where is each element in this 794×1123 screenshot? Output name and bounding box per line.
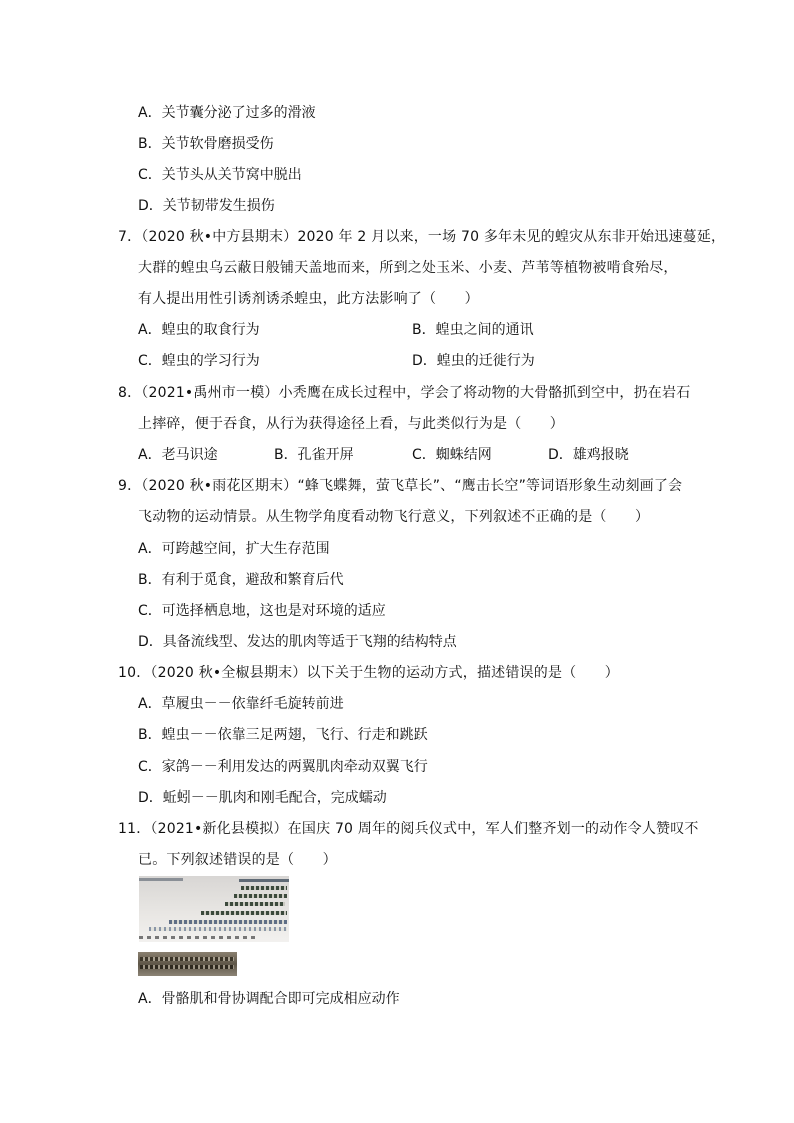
q10-option-c: C．家鸽－－利用发达的两翼肌肉牵动双翼飞行 [138, 759, 428, 775]
q8-stem-line-2: 上摔碎，便于吞食，从行为获得途径上看，与此类似行为是（ ） [138, 416, 564, 432]
parade-photo-top [139, 876, 289, 942]
parade-photo-band [239, 879, 289, 882]
q8-option-a: A．老马识途 [138, 447, 218, 463]
q9-option-a: A．可跨越空间，扩大生存范围 [138, 541, 330, 557]
parade-photo-soldiers [140, 965, 234, 969]
q11-stem-line-1: 11．（2021•新化县模拟）在国庆 70 周年的阅兵仪式中，军人们整齐划一的动作令人赞叹不 [118, 821, 699, 837]
q10-option-b: B．蝗虫－－依靠三足两翅，飞行、行走和跳跃 [138, 727, 428, 743]
q7-stem-line-3: 有人提出用性引诱剂诱杀蝗虫，此方法影响了（ ） [138, 291, 479, 307]
q9-stem-line-2: 飞动物的运动情景。从生物学角度看动物飞行意义，下列叙述不正确的是（ ） [138, 509, 650, 525]
q7-option-a: A．蝗虫的取食行为 [138, 322, 260, 338]
q8-option-c: C．蜘蛛结网 [412, 447, 492, 463]
q9-stem-line-1: 9．（2020 秋•雨花区期末）“蜂飞蝶舞，萤飞草长”、“鹰击长空”等词语形象生动刻画了会 [118, 478, 683, 494]
q7-stem-line-2: 大群的蝗虫乌云蔽日般铺天盖地而来，所到之处玉米、小麦、芦苇等植物被啃食殆尽， [138, 260, 678, 276]
q8-option-b: B．孔雀开屏 [274, 447, 354, 463]
q7-option-b: B．蝗虫之间的通讯 [412, 322, 534, 338]
parade-photo-band [139, 878, 183, 881]
q11-option-a: A．骨骼肌和骨协调配合即可完成相应动作 [138, 991, 400, 1007]
q6-option-c: C．关节头从关节窝中脱出 [138, 167, 302, 183]
q7-stem-line-1: 7．（2020 秋•中方县期末）2020 年 2 月以来，一场 70 多年未见的蝗灾从东非开始迅速蔓延， [118, 229, 726, 245]
q8-stem-line-1: 8．（2021•禹州市一模）小秃鹰在成长过程中，学会了将动物的大骨骼抓到空中，扔在岩石 [118, 385, 691, 401]
q10-option-a: A．草履虫－－依靠纤毛旋转前进 [138, 696, 344, 712]
parade-photo-soldiers [225, 902, 285, 906]
q10-stem-line-1: 10．（2020 秋•全椒县期末）以下关于生物的运动方式，描述错误的是（ ） [118, 665, 619, 681]
q6-option-d: D．关节韧带发生损伤 [138, 198, 275, 214]
q10-option-d: D．蚯蚓－－肌肉和刚毛配合，完成蠕动 [138, 790, 387, 806]
q7-option-c: C．蝗虫的学习行为 [138, 353, 260, 369]
q9-option-c: C．可选择栖息地，这也是对环境的适应 [138, 603, 386, 619]
parade-photo-soldiers [201, 911, 287, 915]
parade-photo-soldiers [241, 886, 287, 890]
q7-option-d: D．蝗虫的迁徙行为 [412, 353, 535, 369]
q8-option-d: D．雄鸡报晓 [548, 447, 629, 463]
q9-option-b: B．有利于觅食，避敌和繁育后代 [138, 572, 344, 588]
q11-stem-line-2: 已。下列叙述错误的是（ ） [138, 852, 337, 868]
q6-option-b: B．关节软骨磨损受伤 [138, 136, 274, 152]
parade-photo-soldiers [149, 927, 287, 931]
q9-option-d: D．具备流线型、发达的肌肉等适于飞翔的结构特点 [138, 634, 457, 650]
parade-photo-caption-strip [139, 936, 259, 939]
parade-photo-soldiers [140, 957, 234, 961]
parade-photo-bottom [138, 952, 237, 976]
parade-photo-soldiers [169, 920, 287, 924]
q6-option-a: A．关节囊分泌了过多的滑液 [138, 105, 316, 121]
parade-photo-soldiers [234, 894, 287, 898]
